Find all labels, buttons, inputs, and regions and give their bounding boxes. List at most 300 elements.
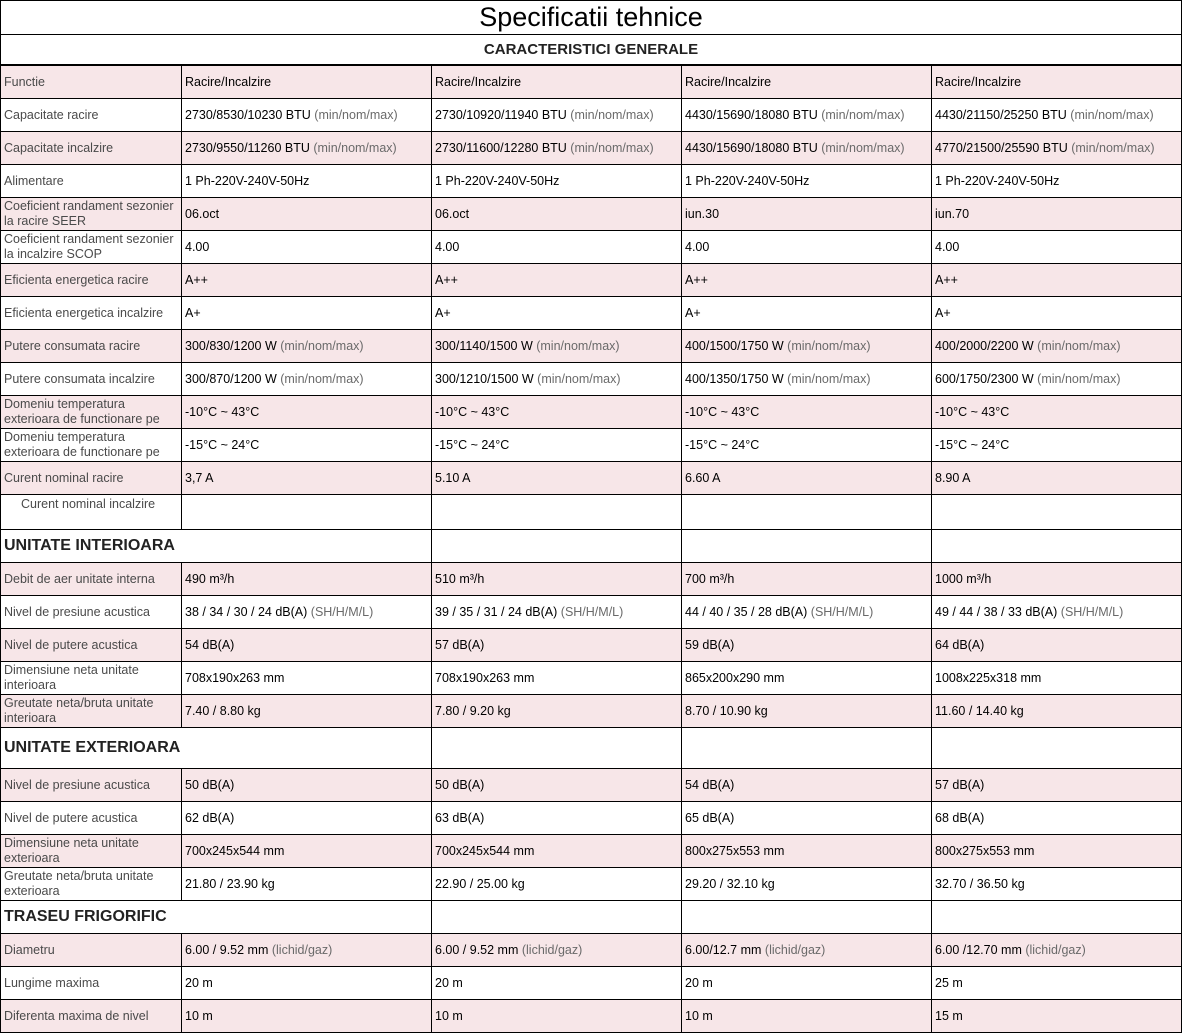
spec-unit-note: (min/nom/max) <box>570 108 654 122</box>
spec-label: Coeficient randament sezonier la racire SEER <box>1 198 182 231</box>
spec-value: A+ <box>435 306 451 320</box>
spec-row <box>1 835 1182 868</box>
spec-label: Eficienta energetica racire <box>1 264 182 297</box>
spec-value-cell <box>182 835 432 868</box>
spec-value: 54 dB(A) <box>185 638 235 652</box>
spec-value: Racire/Incalzire <box>685 75 772 89</box>
spec-row <box>1 363 1182 396</box>
spec-value-cell <box>432 934 682 967</box>
spec-row <box>1 297 1182 330</box>
spec-row <box>1 967 1182 1000</box>
empty-cell <box>432 901 682 934</box>
spec-value-cell <box>932 934 1182 967</box>
spec-row <box>1 330 1182 363</box>
spec-value: 4.00 <box>185 240 210 254</box>
spec-value-cell <box>932 99 1182 132</box>
spec-row <box>1 165 1182 198</box>
spec-value: 6.00 / 9.52 mm <box>185 943 272 957</box>
spec-value-cell <box>182 495 432 530</box>
spec-value: 49 / 44 / 38 / 33 dB(A) <box>935 605 1061 619</box>
spec-value-cell <box>932 662 1182 695</box>
spec-value: 10 m <box>685 1009 713 1023</box>
spec-row <box>1 396 1182 429</box>
spec-value: 1 Ph-220V-240V-50Hz <box>435 174 560 188</box>
spec-label: Domeniu temperatura exterioara de functionare pe <box>1 396 182 429</box>
spec-value: Racire/Incalzire <box>185 75 272 89</box>
spec-unit-note: (SH/H/M/L) <box>1060 605 1124 619</box>
spec-row <box>1 429 1182 462</box>
spec-value-cell <box>182 629 432 662</box>
spec-value-cell <box>682 695 932 728</box>
spec-value: 4.00 <box>935 240 960 254</box>
spec-value-cell <box>932 835 1182 868</box>
spec-value: 8.90 A <box>935 471 971 485</box>
spec-value-cell <box>432 462 682 495</box>
spec-unit-note: (min/nom/max) <box>280 372 364 386</box>
spec-unit-note: (min/nom/max) <box>821 108 905 122</box>
spec-value-cell <box>432 330 682 363</box>
spec-value: 4430/15690/18080 BTU <box>685 141 822 155</box>
spec-value: 57 dB(A) <box>935 778 985 792</box>
empty-cell <box>932 901 1182 934</box>
spec-value: 300/1140/1500 W <box>435 339 537 353</box>
spec-value: 708x190x263 mm <box>435 671 535 685</box>
spec-value: -15°C ~ 24°C <box>685 438 760 452</box>
spec-value: 5.10 A <box>435 471 471 485</box>
spec-unit-note: (min/nom/max) <box>1071 141 1155 155</box>
spec-row <box>1 868 1182 901</box>
spec-value-cell <box>932 396 1182 429</box>
section-heading-row <box>1 728 1182 769</box>
spec-value: 865x200x290 mm <box>685 671 785 685</box>
spec-value-cell <box>432 165 682 198</box>
spec-value-cell <box>932 495 1182 530</box>
spec-value-cell <box>682 132 932 165</box>
spec-value-cell <box>932 363 1182 396</box>
spec-value: 6.00 / 9.52 mm <box>435 943 522 957</box>
spec-row <box>1 1000 1182 1033</box>
spec-row <box>1 934 1182 967</box>
spec-value-cell <box>932 429 1182 462</box>
spec-value-cell <box>932 264 1182 297</box>
spec-value: 39 / 35 / 31 / 24 dB(A) <box>435 605 561 619</box>
spec-value: 4770/21500/25590 BTU <box>935 141 1072 155</box>
spec-value-cell <box>432 695 682 728</box>
spec-value-cell <box>432 429 682 462</box>
spec-value: 57 dB(A) <box>435 638 485 652</box>
spec-label: Diferenta maxima de nivel <box>1 1000 182 1033</box>
spec-value-cell <box>182 297 432 330</box>
spec-label: Lungime maxima <box>1 967 182 1000</box>
spec-label: Putere consumata racire <box>1 330 182 363</box>
spec-unit-note: (min/nom/max) <box>1037 372 1121 386</box>
spec-value-cell <box>682 65 932 99</box>
spec-value-cell <box>682 596 932 629</box>
spec-value-cell <box>932 1000 1182 1033</box>
spec-value-cell <box>932 967 1182 1000</box>
spec-value: 22.90 / 25.00 kg <box>435 877 525 891</box>
spec-value-cell <box>432 99 682 132</box>
spec-unit-note: (SH/H/M/L) <box>310 605 374 619</box>
spec-value-cell <box>432 495 682 530</box>
spec-label: Greutate neta/bruta unitate interioara <box>1 695 182 728</box>
spec-value-cell <box>182 967 432 1000</box>
spec-value-cell <box>932 297 1182 330</box>
spec-value-cell <box>682 802 932 835</box>
spec-value-cell <box>182 563 432 596</box>
spec-value-cell <box>682 396 932 429</box>
spec-row <box>1 695 1182 728</box>
spec-value-cell <box>182 462 432 495</box>
spec-value-cell <box>682 835 932 868</box>
subtitle-row <box>1 35 1182 66</box>
spec-value: 10 m <box>435 1009 463 1023</box>
spec-value: 50 dB(A) <box>435 778 485 792</box>
spec-value-cell <box>432 769 682 802</box>
spec-row <box>1 65 1182 99</box>
spec-value: 300/870/1200 W <box>185 372 281 386</box>
spec-value: 400/1350/1750 W <box>685 372 788 386</box>
spec-value-cell <box>182 1000 432 1033</box>
spec-value: 4430/15690/18080 BTU <box>685 108 822 122</box>
spec-unit-note: (min/nom/max) <box>570 141 654 155</box>
spec-value: Racire/Incalzire <box>435 75 522 89</box>
spec-label: Capacitate racire <box>1 99 182 132</box>
spec-value-cell <box>682 495 932 530</box>
spec-row <box>1 629 1182 662</box>
spec-value-cell <box>932 563 1182 596</box>
spec-label: Alimentare <box>1 165 182 198</box>
spec-value-cell <box>432 363 682 396</box>
spec-value: -10°C ~ 43°C <box>685 405 760 419</box>
spec-value-cell <box>682 363 932 396</box>
spec-label: Curent nominal incalzire <box>1 495 182 530</box>
spec-label: Debit de aer unitate interna <box>1 563 182 596</box>
spec-value: 2730/8530/10230 BTU <box>185 108 315 122</box>
spec-value: A+ <box>185 306 201 320</box>
spec-label: Domeniu temperatura exterioara de functionare pe <box>1 429 182 462</box>
spec-value: A++ <box>435 273 458 287</box>
spec-value: 1008x225x318 mm <box>935 671 1042 685</box>
spec-value-cell <box>932 769 1182 802</box>
spec-value: 50 dB(A) <box>185 778 235 792</box>
spec-value: 06.oct <box>185 207 220 221</box>
spec-value-cell <box>682 868 932 901</box>
spec-value: 11.60 / 14.40 kg <box>935 704 1024 718</box>
spec-value-cell <box>932 695 1182 728</box>
spec-value: 708x190x263 mm <box>185 671 285 685</box>
spec-value-cell <box>932 132 1182 165</box>
spec-unit-note: (min/nom/max) <box>821 141 905 155</box>
spec-value-cell <box>432 868 682 901</box>
spec-unit-note: (min/nom/max) <box>280 339 364 353</box>
spec-label: Eficienta energetica incalzire <box>1 297 182 330</box>
spec-value: 10 m <box>185 1009 213 1023</box>
spec-value-cell <box>432 65 682 99</box>
spec-value: 2730/9550/11260 BTU <box>185 141 314 155</box>
spec-value-cell <box>682 934 932 967</box>
spec-value: 600/1750/2300 W <box>935 372 1038 386</box>
spec-value-cell <box>432 563 682 596</box>
spec-value-cell <box>182 396 432 429</box>
spec-value-cell <box>182 330 432 363</box>
spec-value: 6.00 /12.70 mm <box>935 943 1026 957</box>
spec-value: 400/1500/1750 W <box>685 339 788 353</box>
spec-value-cell <box>932 802 1182 835</box>
spec-value: 2730/10920/11940 BTU <box>435 108 571 122</box>
spec-value: A++ <box>935 273 958 287</box>
spec-unit-note: (min/nom/max) <box>787 372 871 386</box>
section-heading: UNITATE INTERIOARA <box>1 530 182 563</box>
spec-label: Functie <box>1 65 182 99</box>
spec-label: Nivel de presiune acustica <box>1 596 182 629</box>
spec-value-cell <box>932 165 1182 198</box>
spec-value: 4.00 <box>435 240 460 254</box>
spec-value: 25 m <box>935 976 963 990</box>
spec-value-cell <box>682 563 932 596</box>
spec-value: -15°C ~ 24°C <box>185 438 260 452</box>
spec-label: Capacitate incalzire <box>1 132 182 165</box>
spec-row <box>1 769 1182 802</box>
spec-value-cell <box>932 596 1182 629</box>
spec-unit-note: (min/nom/max) <box>1070 108 1154 122</box>
spec-value-cell <box>182 231 432 264</box>
spec-unit-note: (min/nom/max) <box>1037 339 1121 353</box>
spec-value: 21.80 / 23.90 kg <box>185 877 275 891</box>
spec-value-cell <box>932 231 1182 264</box>
spec-value: 6.60 A <box>685 471 721 485</box>
spec-label: Nivel de presiune acustica <box>1 769 182 802</box>
spec-value: 20 m <box>685 976 713 990</box>
spec-value-cell <box>682 99 932 132</box>
spec-value-cell <box>432 662 682 695</box>
spec-value: 1 Ph-220V-240V-50Hz <box>185 174 310 188</box>
spec-value-cell <box>432 198 682 231</box>
empty-cell <box>182 901 432 934</box>
spec-value: 64 dB(A) <box>935 638 985 652</box>
spec-value: 20 m <box>435 976 463 990</box>
spec-value-cell <box>682 662 932 695</box>
spec-value-cell <box>682 330 932 363</box>
spec-row <box>1 563 1182 596</box>
empty-cell <box>682 728 932 769</box>
spec-label: Dimensiune neta unitate interioara <box>1 662 182 695</box>
spec-unit-note: (min/nom/max) <box>314 108 398 122</box>
spec-value: 54 dB(A) <box>685 778 735 792</box>
spec-row <box>1 264 1182 297</box>
spec-value-cell <box>182 868 432 901</box>
spec-label: Curent nominal racire <box>1 462 182 495</box>
spec-value: 44 / 40 / 35 / 28 dB(A) <box>685 605 811 619</box>
spec-value: 3,7 A <box>185 471 214 485</box>
spec-value: 15 m <box>935 1009 963 1023</box>
spec-value-cell <box>682 769 932 802</box>
spec-value: 400/2000/2200 W <box>935 339 1038 353</box>
spec-value: 490 m³/h <box>185 572 235 586</box>
spec-unit-note: (SH/H/M/L) <box>560 605 624 619</box>
spec-value: 4.00 <box>685 240 710 254</box>
spec-value: A++ <box>185 273 208 287</box>
spec-value-cell <box>182 132 432 165</box>
section-heading: TRASEU FRIGORIFIC <box>1 901 182 934</box>
spec-value-cell <box>682 462 932 495</box>
spec-unit-note: (lichid/gaz) <box>271 943 333 957</box>
spec-unit-note: (lichid/gaz) <box>1025 943 1086 957</box>
empty-cell <box>682 901 932 934</box>
empty-cell <box>432 530 682 563</box>
spec-value-cell <box>182 934 432 967</box>
spec-unit-note: (min/nom/max) <box>313 141 397 155</box>
spec-value: 62 dB(A) <box>185 811 235 825</box>
section-heading: UNITATE EXTERIOARA <box>1 728 182 769</box>
spec-value: 510 m³/h <box>435 572 485 586</box>
spec-value-cell <box>182 264 432 297</box>
spec-label: Putere consumata incalzire <box>1 363 182 396</box>
spec-value: 800x275x553 mm <box>935 844 1035 858</box>
spec-value: 7.80 / 9.20 kg <box>435 704 511 718</box>
spec-value-cell <box>932 65 1182 99</box>
spec-value-cell <box>182 662 432 695</box>
spec-row <box>1 132 1182 165</box>
spec-value: 59 dB(A) <box>685 638 735 652</box>
section-subtitle: CARACTERISTICI GENERALE <box>1 35 1182 66</box>
spec-unit-note: (lichid/gaz) <box>764 943 826 957</box>
spec-value-cell <box>432 297 682 330</box>
spec-value: -15°C ~ 24°C <box>935 438 1010 452</box>
spec-value-cell <box>682 967 932 1000</box>
spec-value-cell <box>182 363 432 396</box>
empty-cell <box>932 530 1182 563</box>
spec-value: 700 m³/h <box>685 572 735 586</box>
spec-value-cell <box>932 330 1182 363</box>
spec-value: 700x245x544 mm <box>185 844 285 858</box>
spec-value: -10°C ~ 43°C <box>935 405 1010 419</box>
spec-value: 2730/11600/12280 BTU <box>435 141 571 155</box>
spec-value-cell <box>182 769 432 802</box>
spec-value: 68 dB(A) <box>935 811 985 825</box>
spec-row <box>1 231 1182 264</box>
spec-row <box>1 198 1182 231</box>
spec-value: 20 m <box>185 976 213 990</box>
spec-value: Racire/Incalzire <box>935 75 1022 89</box>
empty-cell <box>682 530 932 563</box>
spec-row <box>1 662 1182 695</box>
spec-row <box>1 495 1182 530</box>
spec-value-cell <box>432 967 682 1000</box>
spec-value-cell <box>432 231 682 264</box>
spec-value-cell <box>932 629 1182 662</box>
spec-label: Coeficient randament sezonier la incalzire SCOP <box>1 231 182 264</box>
page-title: Specificatii tehnice <box>1 1 1182 35</box>
spec-unit-note: (min/nom/max) <box>536 339 620 353</box>
empty-cell <box>932 728 1182 769</box>
spec-value: A++ <box>685 273 708 287</box>
spec-value-cell <box>182 802 432 835</box>
empty-cell <box>182 530 432 563</box>
spec-value: 1000 m³/h <box>935 572 992 586</box>
spec-value-cell <box>432 132 682 165</box>
spec-value: -10°C ~ 43°C <box>435 405 510 419</box>
title-row <box>1 1 1182 35</box>
spec-label: Nivel de putere acustica <box>1 629 182 662</box>
spec-label: Dimensiune neta unitate exterioara <box>1 835 182 868</box>
spec-value: 300/1210/1500 W <box>435 372 538 386</box>
spec-value-cell <box>682 1000 932 1033</box>
spec-unit-note: (min/nom/max) <box>787 339 871 353</box>
spec-value-cell <box>432 264 682 297</box>
spec-value: 38 / 34 / 30 / 24 dB(A) <box>185 605 311 619</box>
section-heading-row <box>1 901 1182 934</box>
spec-value-cell <box>682 165 932 198</box>
spec-value: -10°C ~ 43°C <box>185 405 260 419</box>
spec-label: Greutate neta/bruta unitate exterioara <box>1 868 182 901</box>
spec-value: 29.20 / 32.10 kg <box>685 877 775 891</box>
spec-value-cell <box>182 165 432 198</box>
spec-row <box>1 462 1182 495</box>
spec-value: 06.oct <box>435 207 470 221</box>
spec-value: 800x275x553 mm <box>685 844 785 858</box>
spec-value-cell <box>432 396 682 429</box>
spec-value: 4430/21150/25250 BTU <box>935 108 1071 122</box>
spec-value: 700x245x544 mm <box>435 844 535 858</box>
spec-value-cell <box>182 695 432 728</box>
spec-value-cell <box>932 462 1182 495</box>
spec-value: 1 Ph-220V-240V-50Hz <box>685 174 810 188</box>
spec-value-cell <box>432 629 682 662</box>
spec-value-cell <box>182 596 432 629</box>
spec-value-cell <box>932 198 1182 231</box>
spec-value-cell <box>182 99 432 132</box>
spec-unit-note: (SH/H/M/L) <box>810 605 874 619</box>
spec-value: A+ <box>685 306 701 320</box>
spec-value: -15°C ~ 24°C <box>435 438 510 452</box>
spec-row <box>1 802 1182 835</box>
spec-value: 65 dB(A) <box>685 811 735 825</box>
spec-value: iun.30 <box>685 207 720 221</box>
spec-value-cell <box>932 868 1182 901</box>
spec-value-cell <box>682 297 932 330</box>
spec-unit-note: (min/nom/max) <box>537 372 621 386</box>
spec-value: 6.00/12.7 mm <box>685 943 765 957</box>
spec-value: 7.40 / 8.80 kg <box>185 704 261 718</box>
spec-value: 1 Ph-220V-240V-50Hz <box>935 174 1060 188</box>
spec-value-cell <box>432 835 682 868</box>
spec-row <box>1 596 1182 629</box>
spec-value-cell <box>432 802 682 835</box>
spec-value-cell <box>682 629 932 662</box>
spec-value-cell <box>682 231 932 264</box>
empty-cell <box>182 728 432 769</box>
spec-unit-note: (lichid/gaz) <box>521 943 583 957</box>
spec-value: 32.70 / 36.50 kg <box>935 877 1025 891</box>
spec-value-cell <box>682 198 932 231</box>
empty-cell <box>432 728 682 769</box>
spec-value: 8.70 / 10.90 kg <box>685 704 768 718</box>
spec-value-cell <box>432 1000 682 1033</box>
spec-value-cell <box>682 264 932 297</box>
spec-value-cell <box>182 198 432 231</box>
spec-value-cell <box>682 429 932 462</box>
spec-value-cell <box>182 429 432 462</box>
spec-value: 300/830/1200 W <box>185 339 281 353</box>
spec-value: 63 dB(A) <box>435 811 485 825</box>
spec-label: Diametru <box>1 934 182 967</box>
spec-value-cell <box>182 65 432 99</box>
spec-value: A+ <box>935 306 951 320</box>
spec-value: iun.70 <box>935 207 970 221</box>
spec-label: Nivel de putere acustica <box>1 802 182 835</box>
section-heading-row <box>1 530 1182 563</box>
